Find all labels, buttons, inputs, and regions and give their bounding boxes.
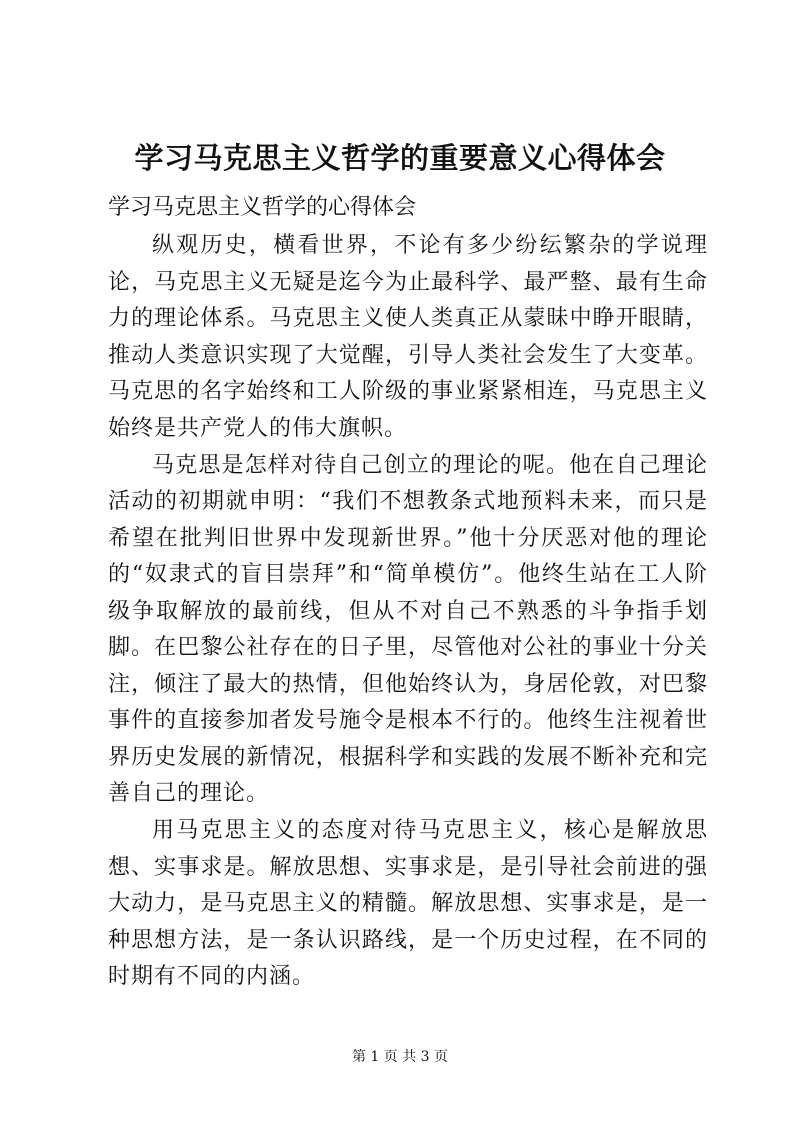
page-footer: 第 1 页 共 3 页 — [351, 1049, 449, 1065]
document-title: 学习马克思主义哲学的重要意义心得体会 — [134, 141, 666, 175]
document-body — [108, 228, 708, 996]
paragraph-3: 用马克思主义的态度对待马克思主义，核心是解放思想、实事求是。解放思想、实事求是，是引导社会前进的强大动力，是马克思主义的精髓。解放思想、实事求是，是一种思想方法，是一条认识路线，是一个历史过程，在不同的时期有不同的内涵。 — [108, 818, 708, 989]
document-subtitle: 学习马克思主义哲学的心得体会 — [108, 195, 417, 220]
paragraph-1: 纵观历史，横看世界，不论有多少纷纭繁杂的学说理论，马克思主义无疑是迄今为止最科学、最严整、最有生命力的理论体系。马克思主义使人类真正从蒙昧中睁开眼睛，推动人类意识实现了大觉醒，引导人类社会发生了大变革。马克思的名字始终和工人阶级的事业紧紧相连，马克思主义始终是共产党人的伟大旗帜。 — [108, 233, 708, 441]
paragraph-2: 马克思是怎样对待自己创立的理论的呢。他在自己理论活动的初期就申明：“我们不想教条式地预料未来，而只是希望在批判旧世界中发现新世界。”他十分厌恶对他的理论的“奴隶式的盲目崇拜”和“简单模仿”。他终生站在工人阶级争取解放的最前线，但从不对自己不熟悉的斗争指手划脚。在巴黎公社存在的日子里，尽管他对公社的事业十分关注，倾注了最大的热情，但他始终认为，身居伦敦，对巴黎事件的直接参加者发号施令是根本不行的。他终生注视着世界历史发展的新情况，根据科学和实践的发展不断补充和完善自己的理论。 — [108, 452, 708, 806]
